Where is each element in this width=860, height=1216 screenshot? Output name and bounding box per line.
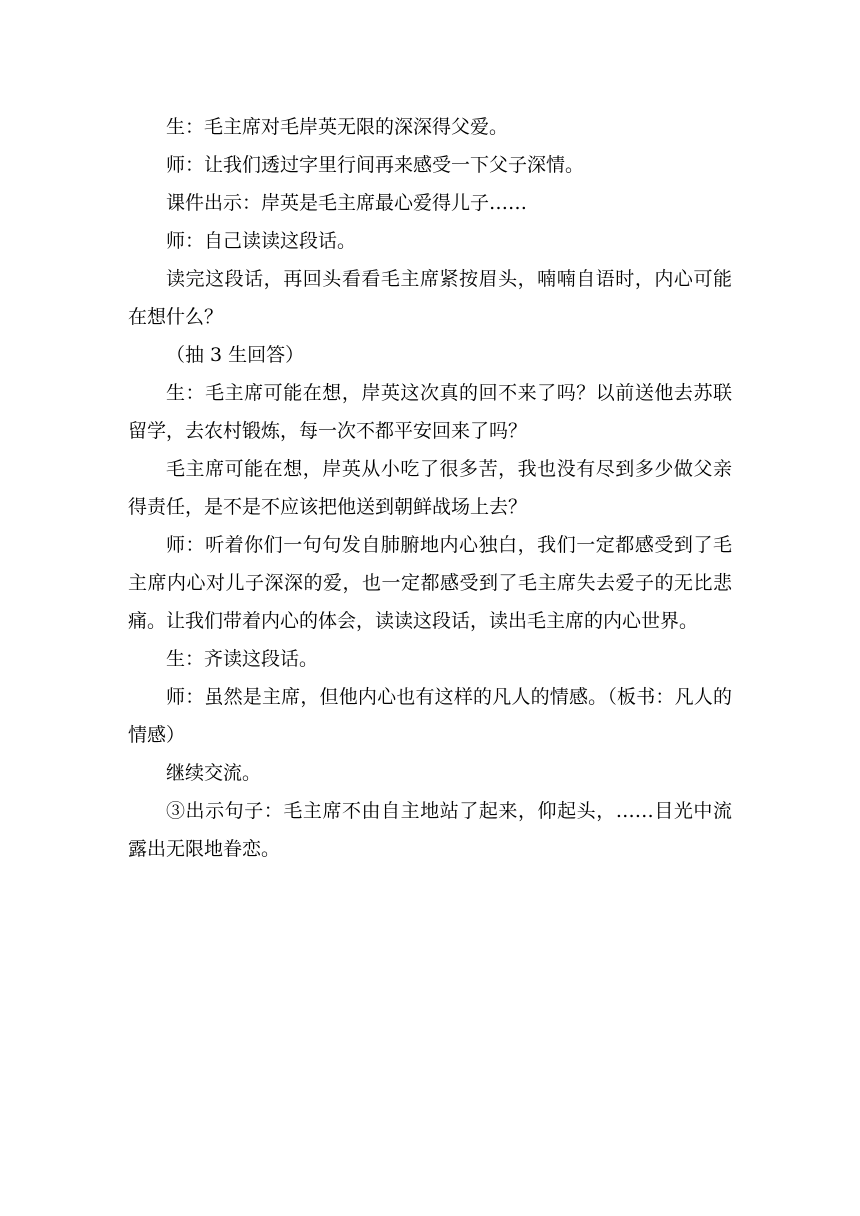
paragraph-teacher-board-note: 师：虽然是主席，但他内心也有这样的凡人的情感。（板书：凡人的情感） bbox=[128, 686, 732, 746]
paragraph-teacher-prompt-1: 师：让我们透过字里行间再来感受一下父子深情。 bbox=[166, 154, 585, 176]
paragraph-student-answer-2: 生：毛主席可能在想，岸英这次真的回不来了吗？以前送他去苏联留学，去农村锻炼，每一次不都平安回来了吗？ bbox=[128, 382, 732, 442]
paragraph-reading-question: 读完这段话，再回头看看毛主席紧按眉头，喃喃自语时，内心可能在想什么？ bbox=[128, 268, 732, 328]
paragraph-note-three-students: （抽 3 生回答） bbox=[166, 344, 305, 366]
paragraph-student-group-reading: 生：齐读这段话。 bbox=[166, 648, 319, 670]
paragraph-teacher-summary: 师：听着你们一句句发自肺腑地内心独白，我们一定都感受到了毛主席内心对儿子深深的爱，也一定都感受到了毛主席失去爱子的无比悲痛。让我们带着内心的体会，读读这段话，读出毛主席的内心世界。 bbox=[128, 534, 732, 632]
paragraph-continue-discussion: 继续交流。 bbox=[166, 762, 262, 784]
paragraph-courseware-display: 课件出示：岸英是毛主席最心爱得儿子…… bbox=[166, 192, 528, 214]
paragraph-student-answer-3: 毛主席可能在想，岸英从小吃了很多苦，我也没有尽到多少做父亲得责任，是不是不应该把他送到朝鲜战场上去？ bbox=[128, 458, 732, 518]
paragraph-student-answer-1: 生：毛主席对毛岸英无限的深深得父爱。 bbox=[166, 116, 509, 138]
paragraph-teacher-prompt-2: 师：自己读读这段话。 bbox=[166, 230, 357, 252]
document-body bbox=[128, 108, 732, 868]
paragraph-sentence-display: ③出示句子：毛主席不由自主地站了起来，仰起头，……目光中流露出无限地眷恋。 bbox=[128, 800, 732, 860]
